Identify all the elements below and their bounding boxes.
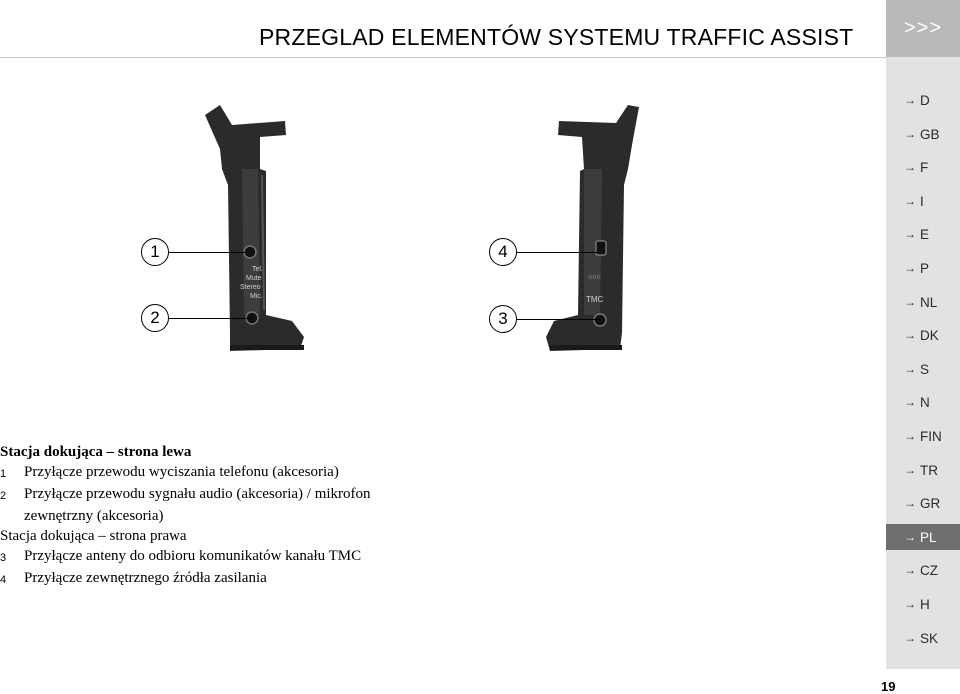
arrow-right-icon: → bbox=[904, 261, 916, 275]
item-text: Przyłącze anteny do odbioru komunikatów kanału TMC bbox=[24, 548, 362, 564]
svg-text:○○○: ○○○ bbox=[588, 274, 601, 281]
next-page-button[interactable]: >>> bbox=[886, 0, 960, 57]
arrow-right-icon: → bbox=[904, 362, 916, 376]
description-text bbox=[0, 442, 560, 590]
arrow-right-icon: → bbox=[904, 463, 916, 477]
language-code: GR bbox=[920, 495, 941, 511]
callout-3-line bbox=[516, 319, 600, 320]
language-code: PL bbox=[920, 529, 937, 545]
language-code: S bbox=[920, 361, 930, 377]
right-side-heading: Stacja dokująca – strona prawa bbox=[0, 528, 187, 544]
arrow-right-icon: → bbox=[904, 429, 916, 443]
callout-3: 3 bbox=[489, 305, 517, 333]
language-code: E bbox=[920, 226, 930, 242]
item-number: 4 bbox=[0, 574, 7, 586]
arrow-right-icon: → bbox=[904, 530, 916, 544]
callout-2-line bbox=[168, 318, 252, 319]
arrow-right-icon: → bbox=[904, 93, 916, 107]
language-link-gr[interactable] bbox=[886, 490, 960, 516]
language-link-dk[interactable] bbox=[886, 322, 960, 348]
language-code: I bbox=[920, 193, 924, 209]
arrow-right-icon: → bbox=[904, 631, 916, 645]
arrow-right-icon: → bbox=[904, 295, 916, 309]
dock-right-side-image bbox=[544, 105, 654, 355]
language-link-s[interactable] bbox=[886, 356, 960, 382]
language-code: F bbox=[920, 159, 929, 175]
language-link-p[interactable] bbox=[886, 255, 960, 281]
mute-label: Mute bbox=[246, 275, 262, 282]
item-number: 2 bbox=[0, 490, 7, 502]
page-number: 19 bbox=[881, 679, 896, 694]
language-code: N bbox=[920, 394, 930, 410]
language-link-pl[interactable] bbox=[886, 524, 960, 550]
list-item bbox=[0, 462, 560, 484]
item-number: 1 bbox=[0, 468, 7, 480]
language-link-h[interactable] bbox=[886, 591, 960, 617]
language-code: D bbox=[920, 92, 930, 108]
left-side-heading: Stacja dokująca – strona lewa bbox=[0, 444, 192, 460]
language-code: H bbox=[920, 596, 930, 612]
language-link-i[interactable] bbox=[886, 188, 960, 214]
language-link-d[interactable] bbox=[886, 87, 960, 113]
arrow-right-icon: → bbox=[904, 395, 916, 409]
language-link-gb[interactable] bbox=[886, 121, 960, 147]
callout-1: 1 bbox=[141, 238, 169, 266]
item-number: 3 bbox=[0, 552, 7, 564]
language-code: GB bbox=[920, 126, 940, 142]
callout-4-line bbox=[516, 252, 598, 253]
language-code: NL bbox=[920, 294, 938, 310]
language-link-n[interactable] bbox=[886, 389, 960, 415]
language-link-sk[interactable] bbox=[886, 625, 960, 651]
item-text: Przyłącze przewodu sygnału audio (akcesoria) / mikrofon bbox=[24, 486, 371, 502]
callout-1-line bbox=[168, 252, 248, 253]
language-link-nl[interactable] bbox=[886, 289, 960, 315]
list-item bbox=[0, 568, 560, 590]
tmc-label: TMC bbox=[586, 295, 604, 304]
page-title: PRZEGLAD ELEMENTÓW SYSTEMU TRAFFIC ASSIST bbox=[259, 24, 854, 50]
arrow-right-icon: → bbox=[904, 328, 916, 342]
list-item bbox=[0, 484, 560, 506]
callout-2: 2 bbox=[141, 304, 169, 332]
header-rule bbox=[0, 57, 886, 58]
arrow-right-icon: → bbox=[904, 194, 916, 208]
language-link-f[interactable] bbox=[886, 154, 960, 180]
item-text-continuation: zewnętrzny (akcesoria) bbox=[24, 508, 164, 524]
language-code: DK bbox=[920, 327, 939, 343]
arrow-right-icon: → bbox=[904, 127, 916, 141]
stereo-label: Stereo bbox=[240, 284, 261, 291]
arrow-right-icon: → bbox=[904, 227, 916, 241]
item-text: Przyłącze zewnętrznego źródła zasilania bbox=[24, 570, 267, 586]
language-code: FIN bbox=[920, 428, 942, 444]
language-code: P bbox=[920, 260, 930, 276]
list-item bbox=[0, 546, 560, 568]
language-link-e[interactable] bbox=[886, 221, 960, 247]
language-code: CZ bbox=[920, 562, 938, 578]
arrow-right-icon: → bbox=[904, 496, 916, 510]
tel-label: Tel. bbox=[252, 266, 263, 273]
language-link-fin[interactable] bbox=[886, 423, 960, 449]
language-link-tr[interactable] bbox=[886, 457, 960, 483]
language-code: TR bbox=[920, 462, 938, 478]
item-text: Przyłącze przewodu wyciszania telefonu (akcesoria) bbox=[24, 464, 339, 480]
language-link-cz[interactable] bbox=[886, 557, 960, 583]
mic-label: Mic. bbox=[250, 293, 263, 300]
arrow-right-icon: → bbox=[904, 563, 916, 577]
language-code: SK bbox=[920, 630, 939, 646]
arrow-right-icon: → bbox=[904, 160, 916, 174]
callout-4: 4 bbox=[489, 238, 517, 266]
arrow-right-icon: → bbox=[904, 597, 916, 611]
